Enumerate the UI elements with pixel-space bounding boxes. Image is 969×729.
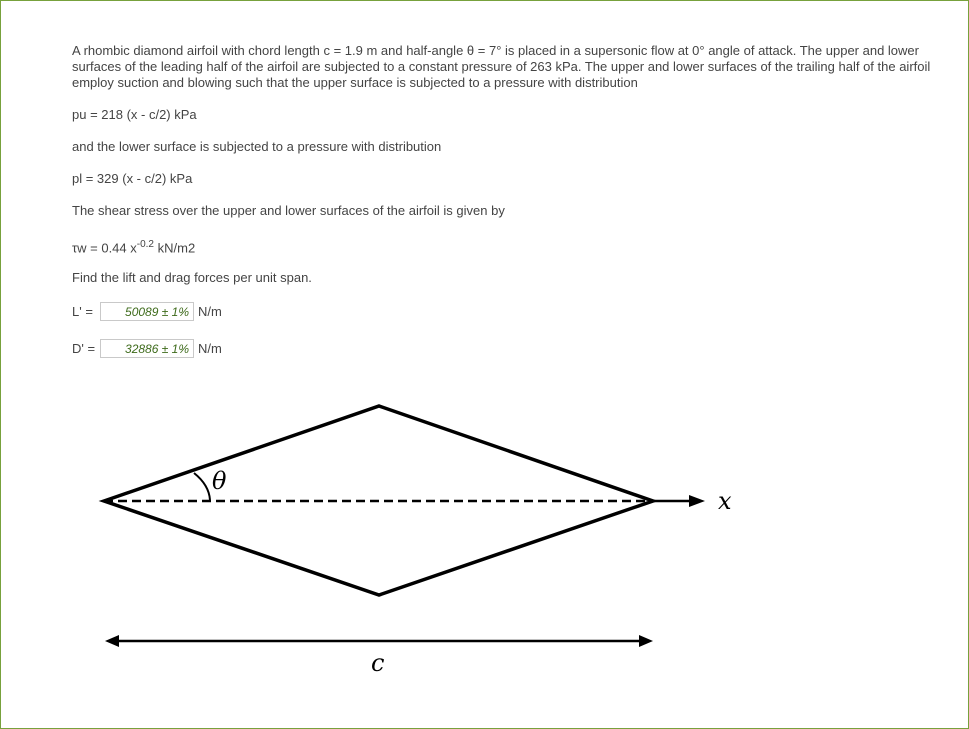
shear-stress-text: The shear stress over the upper and lower surfaces of the airfoil is given by xyxy=(72,203,505,218)
chord-dimension-left-arrow xyxy=(105,635,119,647)
drag-input[interactable] xyxy=(100,339,194,358)
chord-dimension-right-arrow xyxy=(639,635,653,647)
theta-arc xyxy=(194,473,210,500)
lower-pressure-equation: pl = 329 (x - c/2) kPa xyxy=(72,171,193,186)
lift-input[interactable] xyxy=(100,302,194,321)
drag-answer-row xyxy=(72,339,222,358)
lift-answer-row xyxy=(72,302,222,321)
lift-label: L' = xyxy=(72,304,93,319)
airfoil-diagram xyxy=(1,381,969,691)
lift-unit: N/m xyxy=(198,304,222,319)
upper-pressure-equation: pu = 218 (x - c/2) kPa xyxy=(72,107,197,122)
question-text: Find the lift and drag forces per unit span. xyxy=(72,270,312,285)
shear-stress-equation xyxy=(72,237,195,256)
shear-unit: kN/m2 xyxy=(154,240,196,256)
drag-unit: N/m xyxy=(198,341,222,356)
shear-lhs: τw = 0.44 x xyxy=(72,240,137,256)
theta-label: θ xyxy=(212,467,227,495)
lower-pressure-text: and the lower surface is subjected to a pressure with distribution xyxy=(72,139,442,154)
chord-label: c xyxy=(371,649,385,677)
problem-intro: A rhombic diamond airfoil with chord length c = 1.9 m and half-angle θ = 7° is placed in a supersonic flow at 0° angle of attack. The upper and lower surfaces of the leading half of the airfoil are subjected to a constant pressure of 263 kPa. The upper and lower surfaces of the trailing half of the airfoil employ suction and blowing such that the upper surface is subjected to a pressure with distribution xyxy=(72,43,931,90)
x-axis-arrowhead xyxy=(689,495,705,507)
shear-exponent: -0.2 xyxy=(136,239,154,250)
x-axis-label: x xyxy=(718,487,732,515)
drag-label: D' = xyxy=(72,341,96,356)
